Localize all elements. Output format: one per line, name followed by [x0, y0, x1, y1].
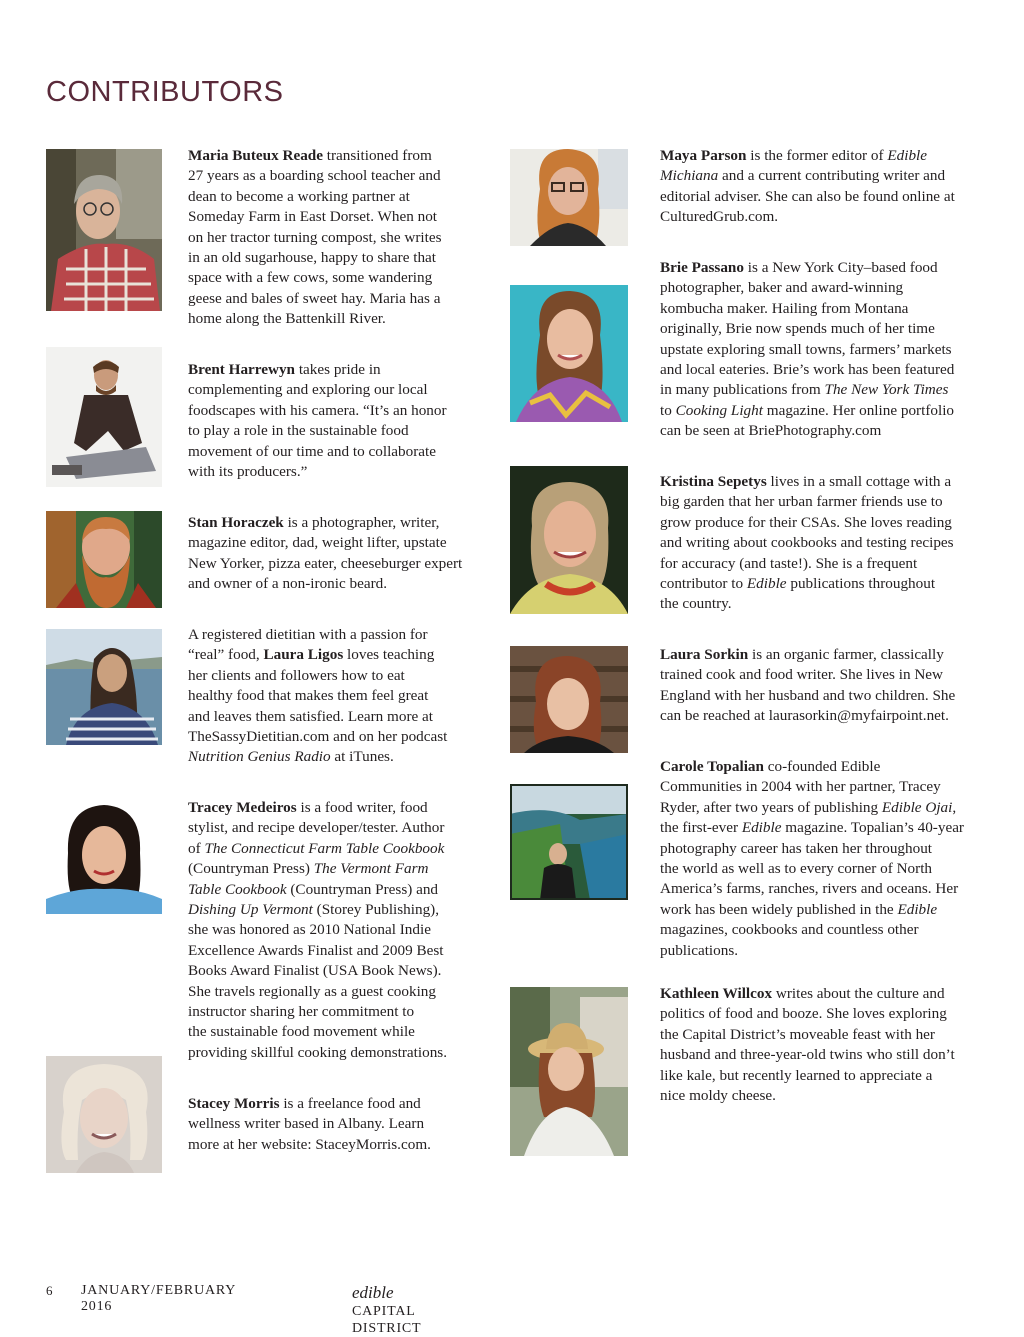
bio-text: healthy food that makes them feel great	[188, 687, 429, 705]
bio-text: magazines, cookbooks and countless other	[660, 921, 919, 939]
contributor-bio	[660, 472, 990, 615]
contributor-photo-stan-horaczek	[46, 511, 162, 608]
contributor-photo-kathleen-willcox	[510, 987, 628, 1156]
bio-text: Someday Farm in East Dorset. When not	[188, 208, 438, 226]
contributor-bio	[660, 146, 990, 228]
bio-text: Excellence Awards Finalist and 2009 Best	[188, 941, 444, 959]
contributor-name: Stan Horaczek	[188, 514, 284, 531]
bio-text: can be reached at laurasorkin@myfairpoint.net.	[660, 707, 949, 725]
contributor-photo-stacey-morris	[46, 1056, 162, 1173]
bio-text: publications throughout	[786, 575, 936, 593]
bio-text: the first-ever	[660, 819, 742, 837]
bio-text: and a current contributing writer and	[718, 167, 946, 185]
contributor-name: Maya Parson	[660, 147, 747, 164]
contributor-bio	[188, 1094, 488, 1155]
bio-text: in an old sugarhouse, happy to share that	[188, 249, 437, 267]
bio-text: in many publications from	[660, 381, 825, 399]
italic-title: Edible	[897, 900, 938, 918]
bio-text: Books Award Finalist (USA Book News).	[188, 962, 442, 980]
bio-text: 27 years as a boarding school teacher and	[188, 167, 441, 185]
bio-text: Ryder, after two years of publishing	[660, 798, 882, 816]
contributor-photo-carole-topalian	[510, 784, 628, 900]
bio-text: stylist, and recipe developer/tester. Author	[188, 819, 445, 837]
bio-text: England with her husband and two children. She	[660, 686, 956, 704]
bio-text: kombucha maker. Hailing from Montana	[660, 299, 909, 317]
contributor-bio	[660, 757, 990, 961]
bio-text: wellness writer based in Albany. Learn	[188, 1115, 425, 1133]
contributor-name: Kristina Sepetys	[660, 473, 767, 490]
bio-text: foodscapes with his camera. “It’s an honor	[188, 401, 447, 419]
bio-text: the Capital District’s moveable feast with her	[660, 1025, 935, 1043]
bio-text: is a food writer, food	[296, 799, 428, 816]
italic-title: Nutrition Genius Radio	[188, 748, 331, 766]
bio-text: of	[188, 839, 205, 857]
contributor-bio	[660, 645, 990, 727]
bio-text: for accuracy (and taste!). She is a frequent	[660, 554, 918, 572]
contributor-name: Stacey Morris	[188, 1095, 280, 1112]
bio-text: magazine. Topalian’s 40-year	[781, 819, 964, 837]
bio-text: geese and bales of sweet hay. Maria has a	[188, 289, 441, 307]
contributor-photo-laura-ligos	[46, 629, 162, 745]
bio-text: magazine editor, dad, weight lifter, upstate	[188, 534, 447, 552]
contributor-photo-tracey-medeiros	[46, 803, 162, 914]
magazine-name-edible: edible	[352, 1283, 394, 1302]
bio-text: writes about the culture and	[772, 985, 945, 1002]
bio-text: magazine. Her online portfolio	[762, 401, 955, 419]
bio-text: politics of food and booze. She loves exploring	[660, 1005, 947, 1023]
contributor-photo-maya-parson	[510, 149, 628, 246]
italic-title: Edible	[887, 147, 928, 164]
bio-text: home along the Battenkill River.	[188, 310, 386, 328]
bio-text: the sustainable food movement while	[188, 1023, 415, 1041]
contributor-bio	[660, 258, 990, 442]
bio-text: the country.	[660, 595, 732, 613]
italic-title: Edible	[741, 819, 782, 837]
bio-text: to	[660, 401, 676, 419]
bio-text: editorial adviser. She can also be found online at	[660, 187, 955, 205]
bio-text: can be seen at BriePhotography.com	[660, 422, 882, 440]
italic-title: Michiana	[660, 167, 719, 185]
contributor-name: Brie Passano	[660, 259, 744, 276]
bio-text: transitioned from	[322, 147, 432, 164]
bio-text: movement of our time and to collaborate	[188, 442, 436, 460]
bio-text: husband and three-year-old twins who still don’t	[660, 1046, 955, 1064]
contributor-photo-laura-sorkin	[510, 646, 628, 753]
bio-text: (Countryman Press)	[188, 860, 314, 878]
contributor-bio	[188, 146, 488, 330]
bio-text: instructor sharing her commitment to	[188, 1003, 415, 1021]
page-number: 6	[46, 1283, 54, 1298]
contributor-name: Maria Buteux Reade	[188, 147, 323, 164]
bio-text: is the former editor of	[746, 147, 888, 164]
bio-text: takes pride in	[295, 361, 381, 378]
contributor-name: Kathleen Willcox	[660, 985, 773, 1002]
bio-text: lives in a small cottage with a	[766, 473, 952, 490]
bio-text: to play a role in the sustainable food	[188, 422, 409, 440]
bio-text: She travels regionally as a guest cooking	[188, 982, 436, 1000]
bio-text: dean to become a working partner at	[188, 187, 410, 205]
bio-text: TheSassyDietitian.com and on her podcast	[188, 728, 448, 746]
contributor-name: Tracey Medeiros	[188, 799, 297, 816]
bio-text: (Storey Publishing),	[312, 901, 440, 919]
bio-text: complementing and exploring our local	[188, 381, 428, 399]
bio-text: space with a few cows, some wandering	[188, 269, 433, 287]
issue-date: JANUARY/FEBRUARY 2016	[81, 1283, 236, 1314]
bio-text: nice moldy cheese.	[660, 1087, 776, 1105]
contributor-photo-brent-harrewyn	[46, 347, 162, 487]
bio-text: at iTunes.	[330, 748, 394, 766]
bio-text: (Countryman Press) and	[286, 880, 439, 898]
bio-text: and leaves them satisfied. Learn more at	[188, 707, 434, 725]
bio-text: contributor to	[660, 575, 747, 593]
bio-text: publications.	[660, 941, 739, 959]
bio-text: and writing about cookbooks and testing recipes	[660, 534, 954, 552]
bio-text: she was honored as 2010 National Indie	[188, 921, 431, 939]
bio-text: more at her website: StaceyMorris.com.	[188, 1135, 431, 1153]
bio-text: providing skillful cooking demonstrations.	[188, 1043, 448, 1061]
contributor-name: Laura Ligos	[263, 646, 344, 664]
bio-text: with its producers.”	[188, 463, 308, 481]
italic-title: The New York Times	[824, 381, 949, 399]
contributor-name: Laura Sorkin	[660, 646, 749, 663]
bio-text: co-founded Edible	[763, 758, 881, 775]
bio-text: upstate exploring small towns, farmers’ markets	[660, 340, 952, 358]
bio-text: big garden that her urban farmer friends use to	[660, 493, 943, 511]
bio-text: is a New York City–based food	[743, 259, 938, 276]
italic-title: Edible Ojai	[881, 798, 953, 816]
bio-text: and owner of a non-ironic beard.	[188, 575, 388, 593]
italic-title: Table Cookbook	[188, 880, 287, 898]
italic-title: Edible	[746, 575, 787, 593]
bio-text: grow produce for their CSAs. She loves reading	[660, 513, 952, 531]
bio-text: the world as well as to every corner of North	[660, 860, 933, 878]
bio-text: trained cook and food writer. She lives in New	[660, 666, 944, 684]
contributor-name: Carole Topalian	[660, 758, 764, 775]
bio-text: America’s farms, ranches, rivers and oceans. Her	[660, 880, 959, 898]
contributor-photo-kristina-sepetys	[510, 466, 628, 614]
magazine-name-region: CAPITAL DISTRICT	[352, 1304, 422, 1336]
contributor-bio	[660, 984, 990, 1106]
bio-text: New Yorker, pizza eater, cheeseburger expert	[188, 554, 463, 572]
magazine-name	[352, 1283, 421, 1337]
bio-text: loves teaching	[343, 646, 435, 664]
contributor-photo-brie-passano	[510, 285, 628, 422]
bio-text: is a freelance food and	[279, 1095, 421, 1112]
bio-text: Communities in 2004 with her partner, Tracey	[660, 778, 941, 796]
bio-text: photographer, baker and award-winning	[660, 279, 904, 297]
contributor-name: Brent Harrewyn	[188, 361, 296, 378]
bio-text: originally, Brie now spends much of her time	[660, 320, 935, 338]
bio-text: and local eateries. Brie’s work has been featured	[660, 361, 955, 379]
contributor-bio	[188, 360, 488, 482]
bio-text: CulturedGrub.com.	[660, 208, 779, 226]
bio-text: work has been widely published in the	[660, 900, 898, 918]
contributor-photo-maria-buteux-reade	[46, 149, 162, 311]
bio-text: on her tractor turning compost, she writes	[188, 228, 442, 246]
italic-title: Cooking Light	[675, 401, 763, 419]
bio-text: is a photographer, writer,	[283, 514, 440, 531]
bio-text: ,	[952, 798, 957, 816]
contributor-bio	[188, 798, 488, 1063]
italic-title: The Connecticut Farm Table Cookbook	[204, 839, 445, 857]
bio-text: her clients and followers how to eat	[188, 666, 405, 684]
bio-text: photography career has taken her throughout	[660, 839, 933, 857]
contributor-bio	[188, 513, 493, 595]
bio-text: A registered dietitian with a passion for	[188, 626, 428, 643]
contributor-bio	[188, 625, 488, 768]
bio-text: is an organic farmer, classically	[748, 646, 944, 663]
page-title: CONTRIBUTORS	[46, 76, 284, 108]
italic-title: The Vermont Farm	[313, 860, 429, 878]
italic-title: Dishing Up Vermont	[188, 901, 313, 919]
bio-text: “real” food,	[188, 646, 264, 664]
bio-text: like kale, but recently learned to appreciate a	[660, 1066, 933, 1084]
